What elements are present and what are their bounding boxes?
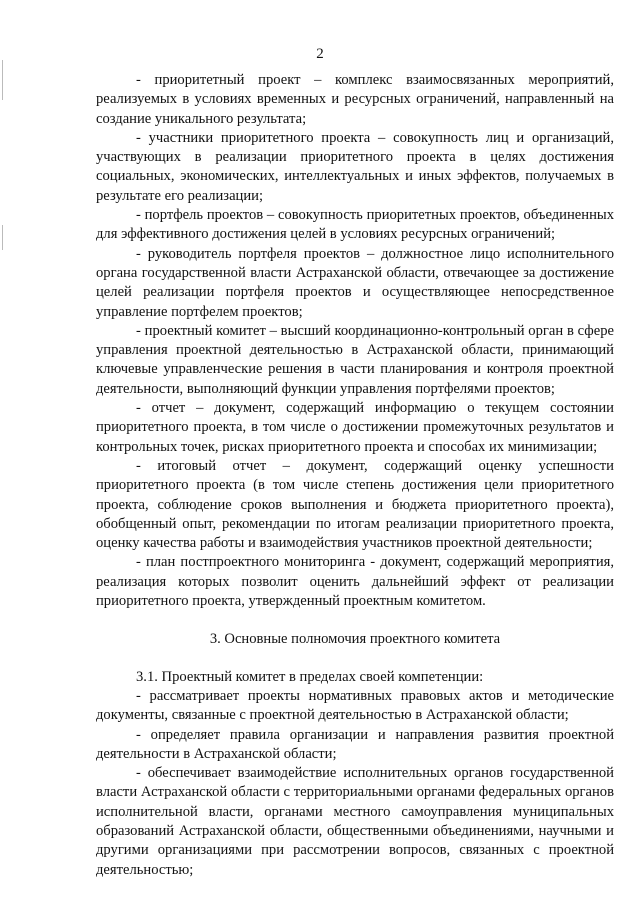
definition-paragraph: - портфель проектов – совокупность приоритетных проектов, объединенных для эффективного достижения целей в условиях ресурсных ограничений; — [96, 207, 614, 243]
document-body — [96, 71, 614, 880]
definition-paragraph: - участники приоритетного проекта – совокупность лиц и организаций, участвующих в реализации приоритетного проекта в целях достижения социальных, экономических, интеллектуальных и иных эффектов, получаемых в результате его реализации; — [96, 129, 614, 204]
section-paragraph: - определяет правила организации и направления развития проектной деятельности в Астраханской области; — [96, 726, 614, 762]
page-number: 2 — [316, 46, 324, 62]
scan-edge-mark — [2, 225, 3, 250]
definition-paragraph: - итоговый отчет – документ, содержащий оценку успешности приоритетного проекта (в том числе степень достижения цели приоритетного проекта, соблюдение сроков выполнения и бюджета приоритетного проекта), обобщенный опыт, рекомендации по итогам реализации приоритетного проекта, оценку качества работы и взаимодействия участников проектной деятельности; — [96, 457, 614, 552]
section-heading: 3. Основные полномочия проектного комитета — [209, 631, 501, 648]
definition-paragraph: - отчет – документ, содержащий информацию о текущем состоянии приоритетного проекта, в том числе о достижении промежуточных результатов и контрольных точек, рисках приоритетного проекта и способах их минимизации; — [96, 400, 614, 455]
scan-edge-mark — [2, 60, 3, 100]
section-paragraph: 3.1. Проектный комитет в пределах своей компетенции: — [136, 668, 484, 685]
definition-paragraph: - руководитель портфеля проектов – должностное лицо исполнительного органа государственной власти Астраханской области, отвечающее за достижение целей реализации портфеля проектов и осуществляющее непосредственное управление портфелем проектов; — [96, 245, 614, 320]
definition-paragraph: - план постпроектного мониторинга - документ, содержащий мероприятия, реализация которых позволит оценить дальнейший эффект от реализации приоритетного проекта, утвержденный проектным комитетом. — [96, 554, 614, 610]
section-paragraph: - рассматривает проекты нормативных правовых актов и методические документы, связанные с проектной деятельностью в Астраханской области; — [96, 687, 614, 724]
definition-paragraph: - приоритетный проект – комплекс взаимосвязанных мероприятий, реализуемых в условиях временных и ресурсных ограничений, направленный на создание уникального результата; — [96, 72, 614, 127]
section-paragraph: - обеспечивает взаимодействие исполнительных органов государственной власти Астраханской области с территориальными органами федеральных органов исполнительной власти, органами местного самоуправления муниципальных образований Астраханской области, общественными объединениями, научными и другими организациями при рассмотрении вопросов, связанных с проектной деятельностью; — [96, 765, 614, 878]
definition-paragraph: - проектный комитет – высший координационно-контрольный орган в сфере управления проектной деятельностью в Астраханской области, принимающий ключевые управленческие решения в части планирования и контроля проектной деятельности, выполняющий функции управления портфелями проектов; — [96, 322, 614, 397]
